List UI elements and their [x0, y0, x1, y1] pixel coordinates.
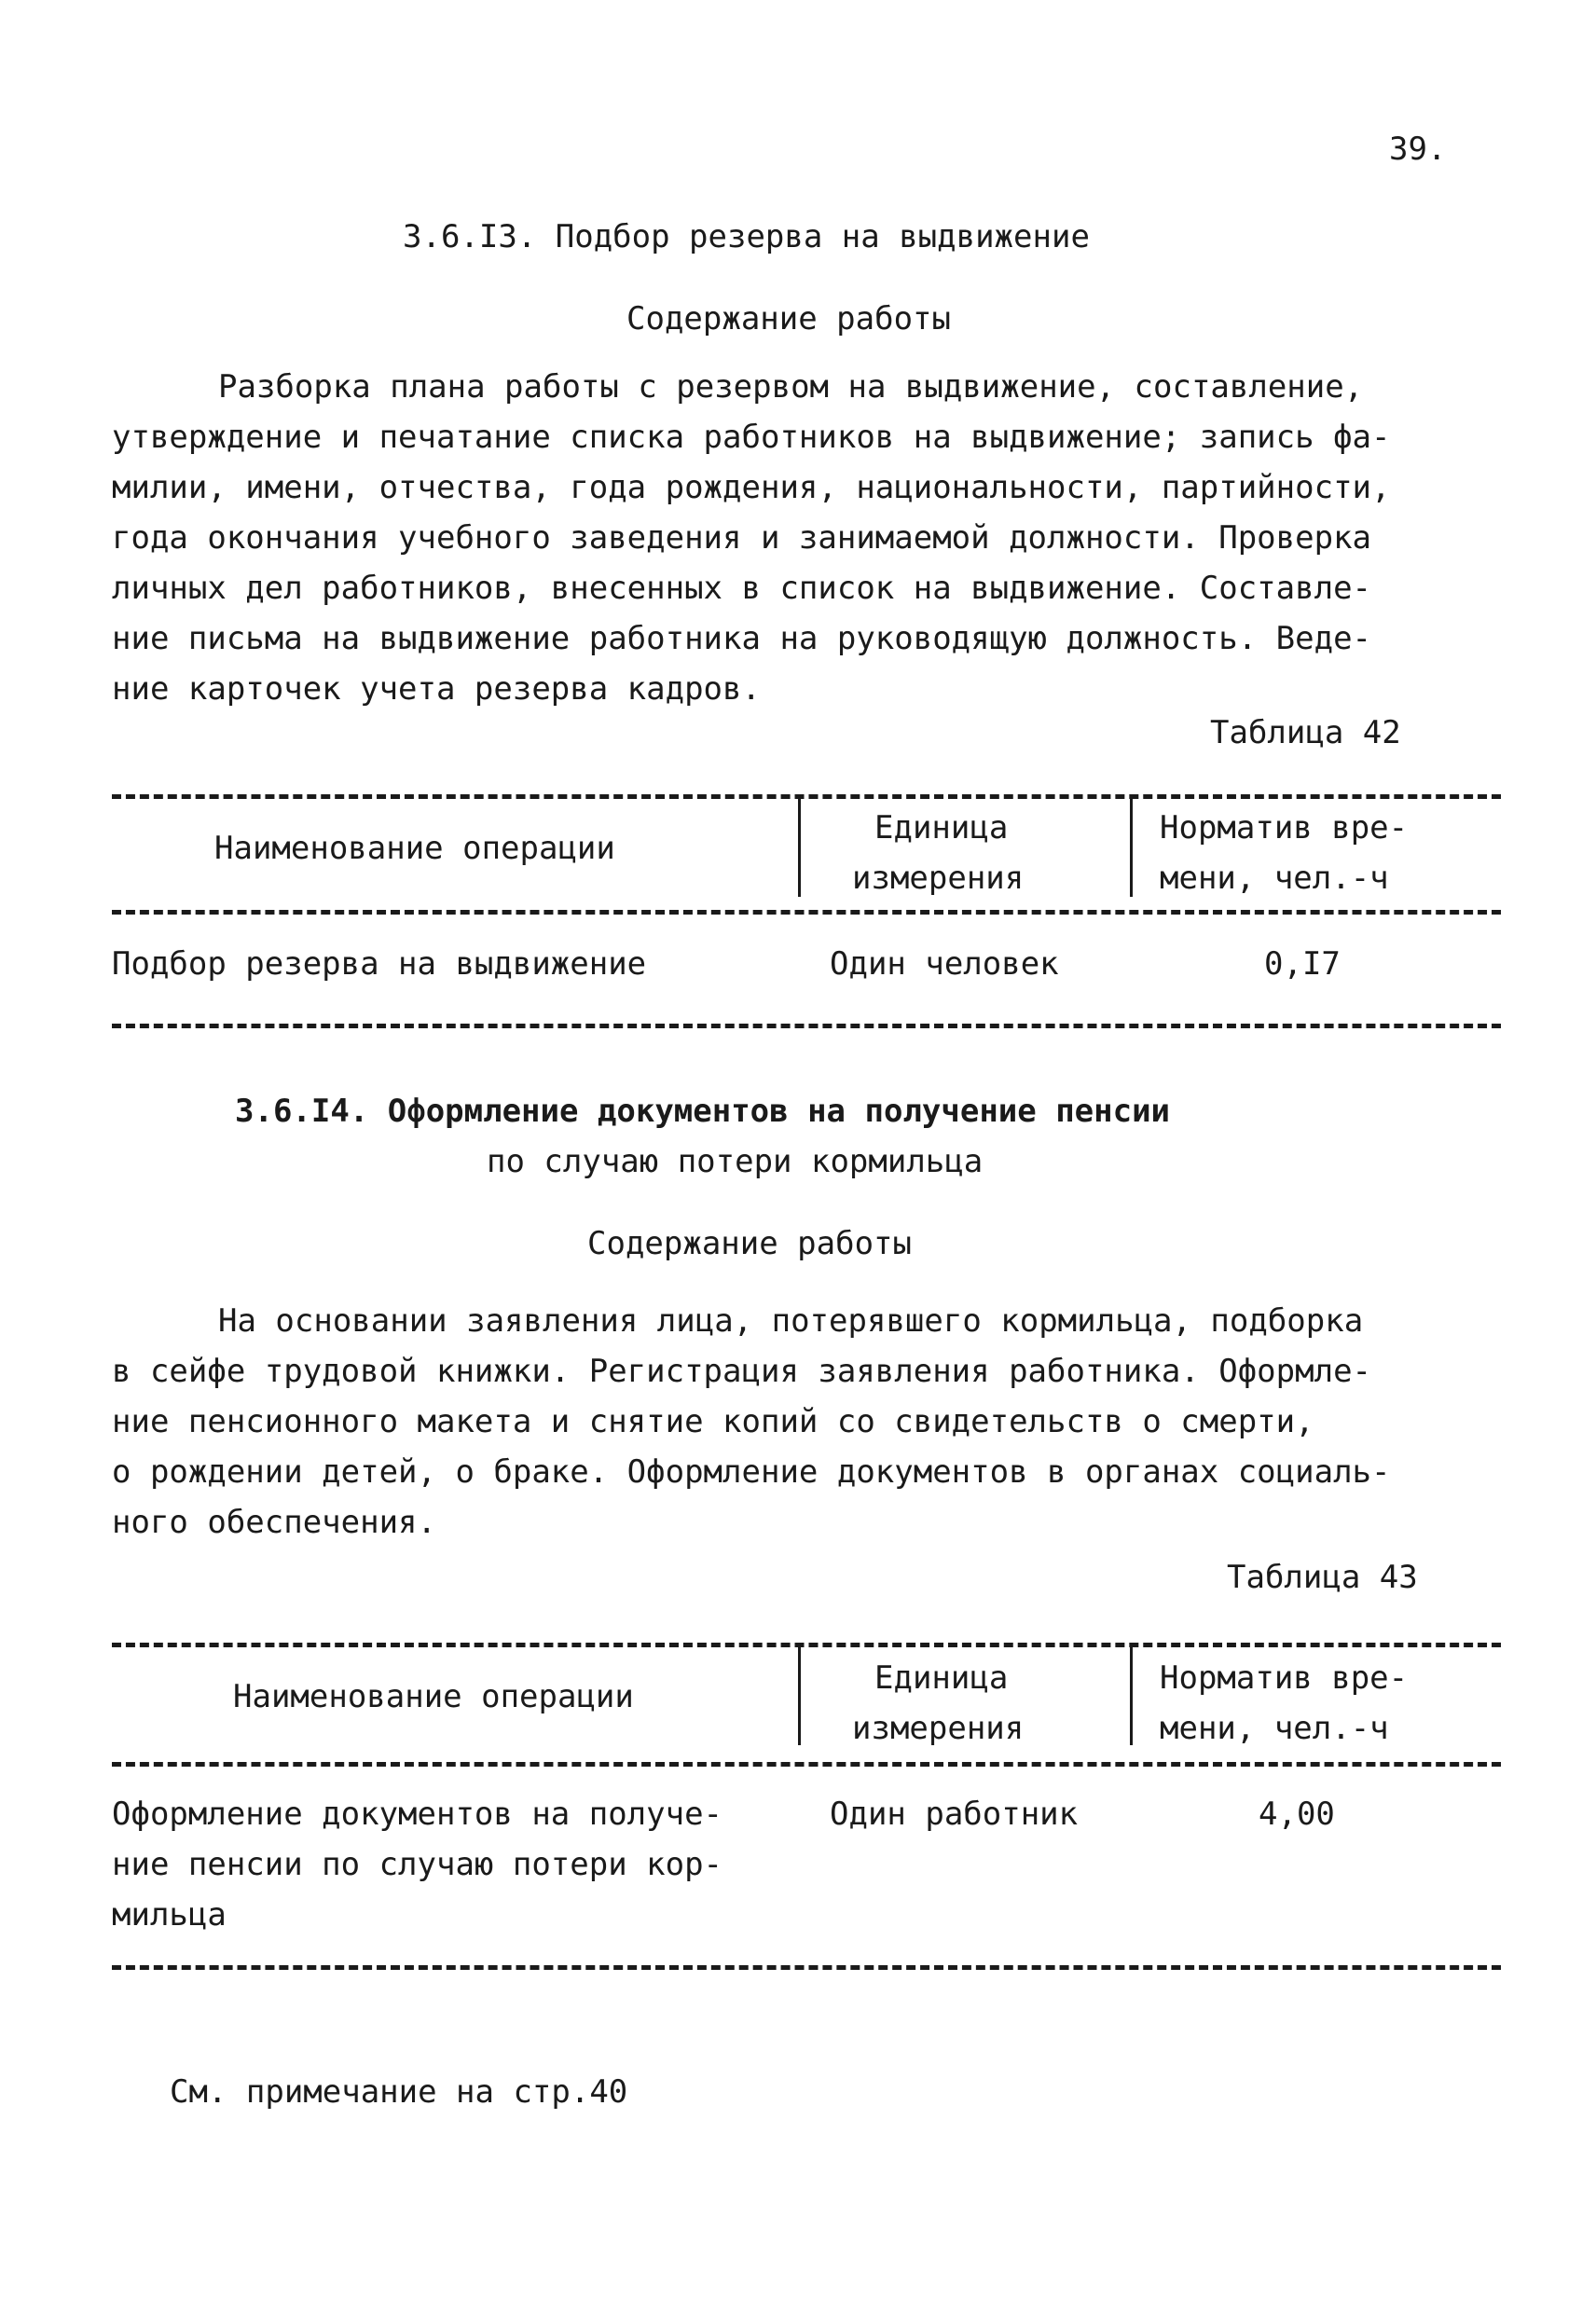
- footnote: См. примечание на стр.40: [170, 2073, 628, 2111]
- table-cell-unit: Один человек: [830, 945, 1059, 983]
- body-line: Разборка плана работы с резервом на выдвижение, составление,: [218, 368, 1364, 406]
- column-header-norm: мени, чел.-ч: [1160, 1710, 1389, 1747]
- table-cell-operation: мильца: [112, 1896, 227, 1934]
- body-line: На основании заявления лица, потерявшего кормильца, подборка: [218, 1302, 1364, 1340]
- column-divider: [1130, 798, 1133, 897]
- column-header-norm: мени, чел.-ч: [1160, 860, 1389, 897]
- body-line: утверждение и печатание списка работников на выдвижение; запись фа-: [112, 419, 1391, 456]
- table-cell-norm: 4,00: [1259, 1796, 1335, 1833]
- body-line: о рождении детей, о браке. Оформление документов в органах социаль-: [112, 1453, 1391, 1491]
- column-header-unit: Единица: [874, 1659, 1009, 1697]
- body-line: милии, имени, отчества, года рождения, национальности, партийности,: [112, 469, 1391, 506]
- column-header-unit: измерения: [852, 1710, 1025, 1747]
- table-rule: [112, 1965, 1501, 1970]
- column-divider: [798, 1646, 801, 1745]
- column-divider: [1130, 1646, 1133, 1745]
- body-line: в сейфе трудовой книжки. Регистрация заявления работника. Оформле-: [112, 1353, 1372, 1390]
- table-rule: [112, 1762, 1501, 1767]
- column-header-unit: измерения: [852, 860, 1025, 897]
- table-cell-operation: Подбор резерва на выдвижение: [112, 945, 647, 983]
- body-line: ние письма на выдвижение работника на руководящую должность. Веде-: [112, 620, 1372, 657]
- column-header-unit: Единица: [874, 809, 1009, 846]
- body-line: личных дел работников, внесенных в список на выдвижение. Составле-: [112, 570, 1372, 607]
- table-label: Таблица 43: [1227, 1559, 1418, 1596]
- section-title: 3.6.I3. Подбор резерва на выдвижение: [403, 218, 1090, 255]
- section-title: 3.6.I4. Оформление документов на получение пенсии: [235, 1093, 1171, 1130]
- body-line: ного обеспечения.: [112, 1504, 436, 1541]
- body-line: ние карточек учета резерва кадров.: [112, 670, 761, 708]
- table-rule: [112, 910, 1501, 915]
- table-rule: [112, 1643, 1501, 1647]
- section-title: по случаю потери кормильца: [487, 1143, 984, 1180]
- section-subtitle: Содержание работы: [587, 1225, 912, 1262]
- table-cell-operation: Оформление документов на получе-: [112, 1796, 723, 1833]
- body-line: года окончания учебного заведения и занимаемой должности. Проверка: [112, 519, 1372, 557]
- table-rule: [112, 1024, 1501, 1028]
- table-cell-norm: 0,I7: [1264, 945, 1341, 983]
- table-cell-operation: ние пенсии по случаю потери кор-: [112, 1846, 723, 1883]
- column-header-operation: Наименование операции: [233, 1678, 634, 1715]
- body-line: ние пенсионного макета и снятие копий со свидетельств о смерти,: [112, 1403, 1314, 1440]
- column-divider: [798, 798, 801, 897]
- table-rule: [112, 794, 1501, 799]
- table-label: Таблица 42: [1210, 714, 1401, 751]
- column-header-operation: Наименование операции: [214, 830, 615, 867]
- table-cell-unit: Один работник: [830, 1796, 1079, 1833]
- column-header-norm: Норматив вре-: [1160, 1659, 1409, 1697]
- column-header-norm: Норматив вре-: [1160, 809, 1409, 846]
- page-number: 39.: [1389, 131, 1447, 168]
- section-subtitle: Содержание работы: [626, 300, 951, 337]
